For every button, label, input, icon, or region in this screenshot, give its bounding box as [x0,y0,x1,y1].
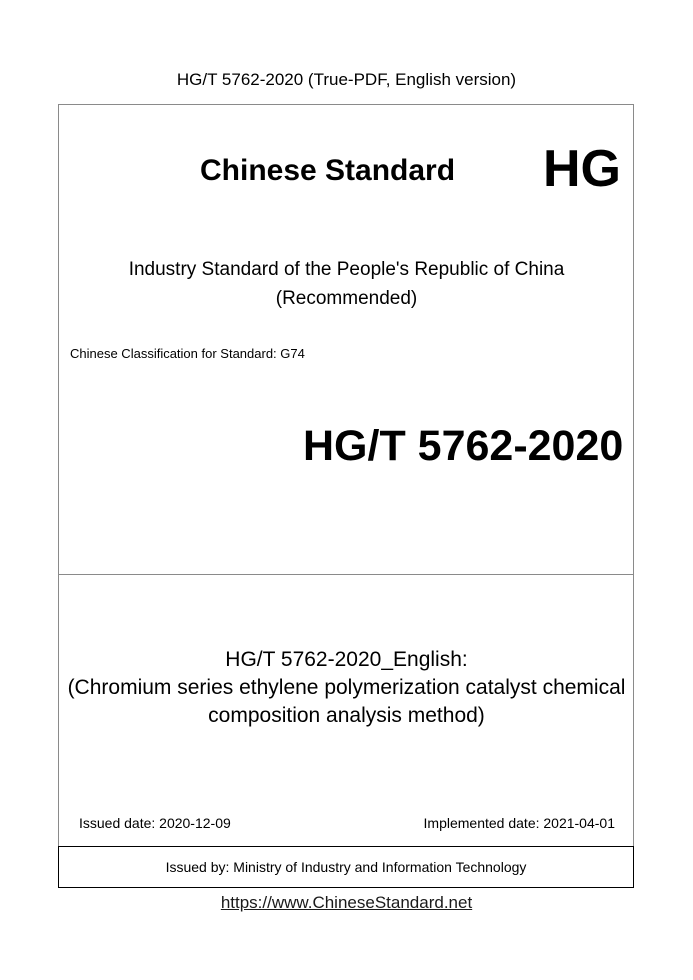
hg-mark: HG [543,140,621,198]
issuer-box [58,846,634,888]
issuer-text: Issued by: Ministry of Industry and Information Technology [165,859,527,875]
footer-website-link[interactable]: https://www.ChineseStandard.net [220,893,473,912]
english-title-line-2: composition analysis method) [208,704,485,727]
english-title-code: HG/T 5762-2020_English: [225,648,468,671]
issued-date: Issued date: 2020-12-09 [79,815,231,831]
industry-standard-line: Industry Standard of the People's Republic of China [128,259,565,280]
recommended-line: (Recommended) [275,288,418,309]
cover-heading: Chinese Standard [200,154,456,187]
english-title-line-1: (Chromium series ethylene polymerization catalyst chemical [67,676,626,699]
document-header: HG/T 5762-2020 (True-PDF, English version) [176,70,517,89]
standard-number: HG/T 5762-2020 [303,422,624,470]
implemented-date: Implemented date: 2021-04-01 [423,815,615,831]
classification-label: Chinese Classification for Standard: G74 [70,346,305,361]
